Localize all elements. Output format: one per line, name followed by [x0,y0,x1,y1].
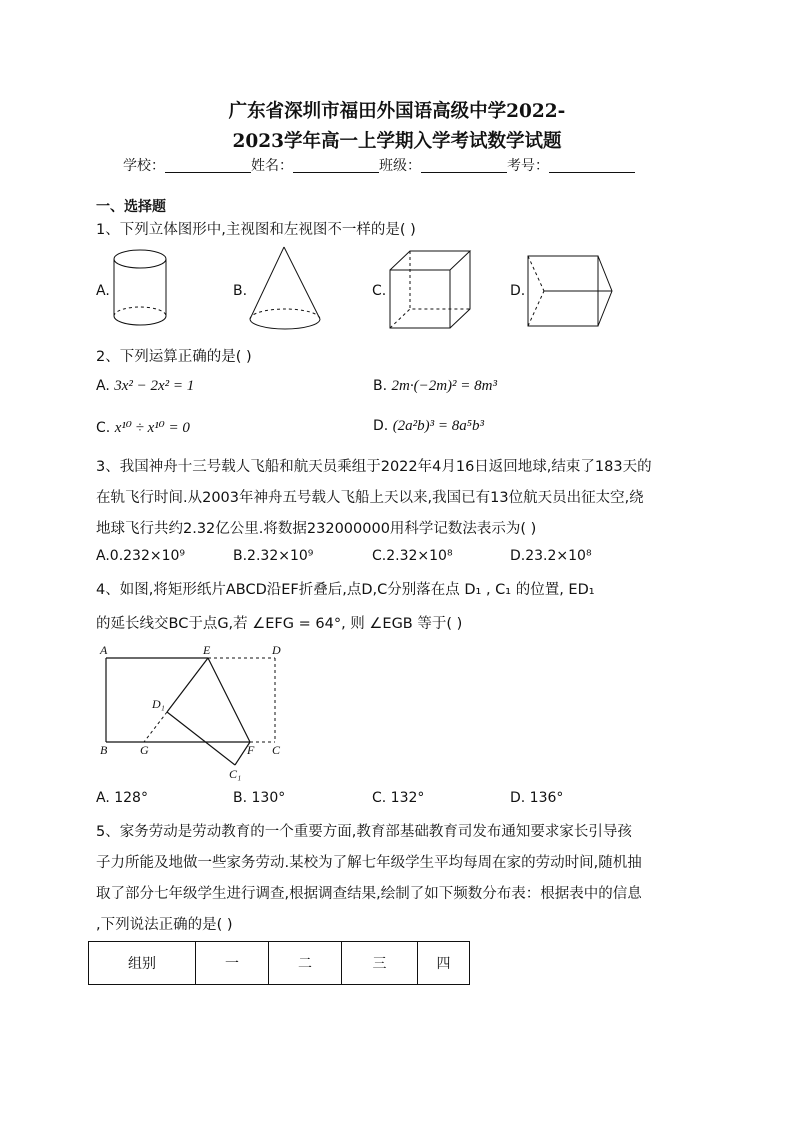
class-label: 班级： [379,158,421,174]
exam-no-field[interactable] [549,157,635,173]
point-label-d1: D₁ [152,697,165,711]
name-label: 姓名： [251,158,293,174]
q4-option-c[interactable]: C. 132° [372,790,425,806]
q5-line1: 5、家务劳动是劳动教育的一个重要方面,教育部基础教育司发布通知要求家长引导孩 [96,824,632,840]
class-field[interactable] [421,157,507,173]
q4-option-a[interactable]: A. 128° [96,790,148,806]
q1-option-b[interactable]: B. [233,283,248,299]
q2-d-expr: (2a²b)³ = 8a⁵b³ [392,418,485,434]
point-label-c: C [272,743,281,757]
frequency-table [88,941,470,985]
q2-stem: 2、下列运算正确的是( ) [96,349,252,365]
school-field[interactable] [165,157,251,173]
q4-option-b[interactable]: B. 130° [233,790,286,806]
q2-b-expr: 2m·(−2m)² = 8m³ [391,378,497,394]
section-heading: 一、选择题 [96,199,166,215]
point-label-e: E [203,643,211,657]
q1-option-d[interactable]: D. [510,283,526,299]
school-label: 学校： [123,158,165,174]
q2-option-d[interactable]: D. (2a²b)³ = 8a⁵b³ [373,418,485,434]
table-header-cell: 二 [269,942,342,985]
q2-option-a[interactable]: A. 3x² − 2x² = 1 [96,378,195,394]
q3-option-b[interactable]: B.2.32×10⁹ [233,548,314,564]
q3-option-c[interactable]: C.2.32×10⁸ [372,548,453,564]
cylinder-icon [110,248,170,330]
exam-title-line2: 2023学年高一上学期入学考试数学试题 [232,131,562,152]
triangular-prism-icon [526,254,616,329]
cone-icon [246,244,326,334]
q2-a-expr: 3x² − 2x² = 1 [114,378,195,394]
q4-line1: 4、如图,将矩形纸片ABCD沿EF折叠后,点D,C分别落在点 D₁ , C₁ 的位置, ED₁ [96,582,595,598]
table-header-cell: 一 [196,942,269,985]
q1-option-a[interactable]: A. [96,283,110,299]
q3-line2: 在轨飞行时间.从2003年神舟五号载人飞船上天以来,我国已有13位航天员出征太空,绕 [96,490,644,506]
q5-line4: ,下列说法正确的是( ) [96,917,233,933]
name-field[interactable] [293,157,379,173]
point-label-f: F [247,743,255,757]
exam-title-line1: 广东省深圳市福田外国语高级中学2022- [228,101,566,122]
q2-c-expr: x¹⁰ ÷ x¹⁰ = 0 [114,420,190,436]
q1-option-c[interactable]: C. [372,283,387,299]
table-header-cell: 组别 [89,942,196,985]
point-label-g: G [140,743,149,757]
q1-stem: 1、下列立体图形中,主视图和左视图不一样的是( ) [96,222,416,238]
q3-option-d[interactable]: D.23.2×10⁸ [510,548,592,564]
q3-line3: 地球飞行共约2.32亿公里.将数据232000000用科学记数法表示为( ) [96,521,537,537]
point-label-a: A [100,643,108,657]
table-header-cell: 四 [418,942,470,985]
q2-option-b[interactable]: B. 2m·(−2m)² = 8m³ [373,378,497,394]
student-info-row [123,155,635,175]
point-label-b: B [100,743,108,757]
folded-rectangle-figure [96,640,296,785]
exam-no-label: 考号： [507,158,549,174]
point-label-d: D [272,643,281,657]
q5-line2: 子力所能及地做一些家务劳动.某校为了解七年级学生平均每周在家的劳动时间,随机抽 [96,855,642,871]
q2-option-c[interactable]: C. x¹⁰ ÷ x¹⁰ = 0 [96,420,190,436]
q3-option-a[interactable]: A.0.232×10⁹ [96,548,186,564]
table-header-cell: 三 [342,942,418,985]
q4-option-d[interactable]: D. 136° [510,790,564,806]
q5-line3: 取了部分七年级学生进行调查,根据调查结果,绘制了如下频数分布表：根据表中的信息 [96,886,642,902]
table-row [89,942,470,985]
q3-line1: 3、我国神舟十三号载人飞船和航天员乘组于2022年4月16日返回地球,结束了183天的 [96,459,652,475]
point-label-c1: C₁ [229,767,242,781]
cube-icon [386,248,476,333]
q4-line2: 的延长线交BC于点G,若 ∠EFG = 64°, 则 ∠EGB 等于( ) [96,616,463,632]
